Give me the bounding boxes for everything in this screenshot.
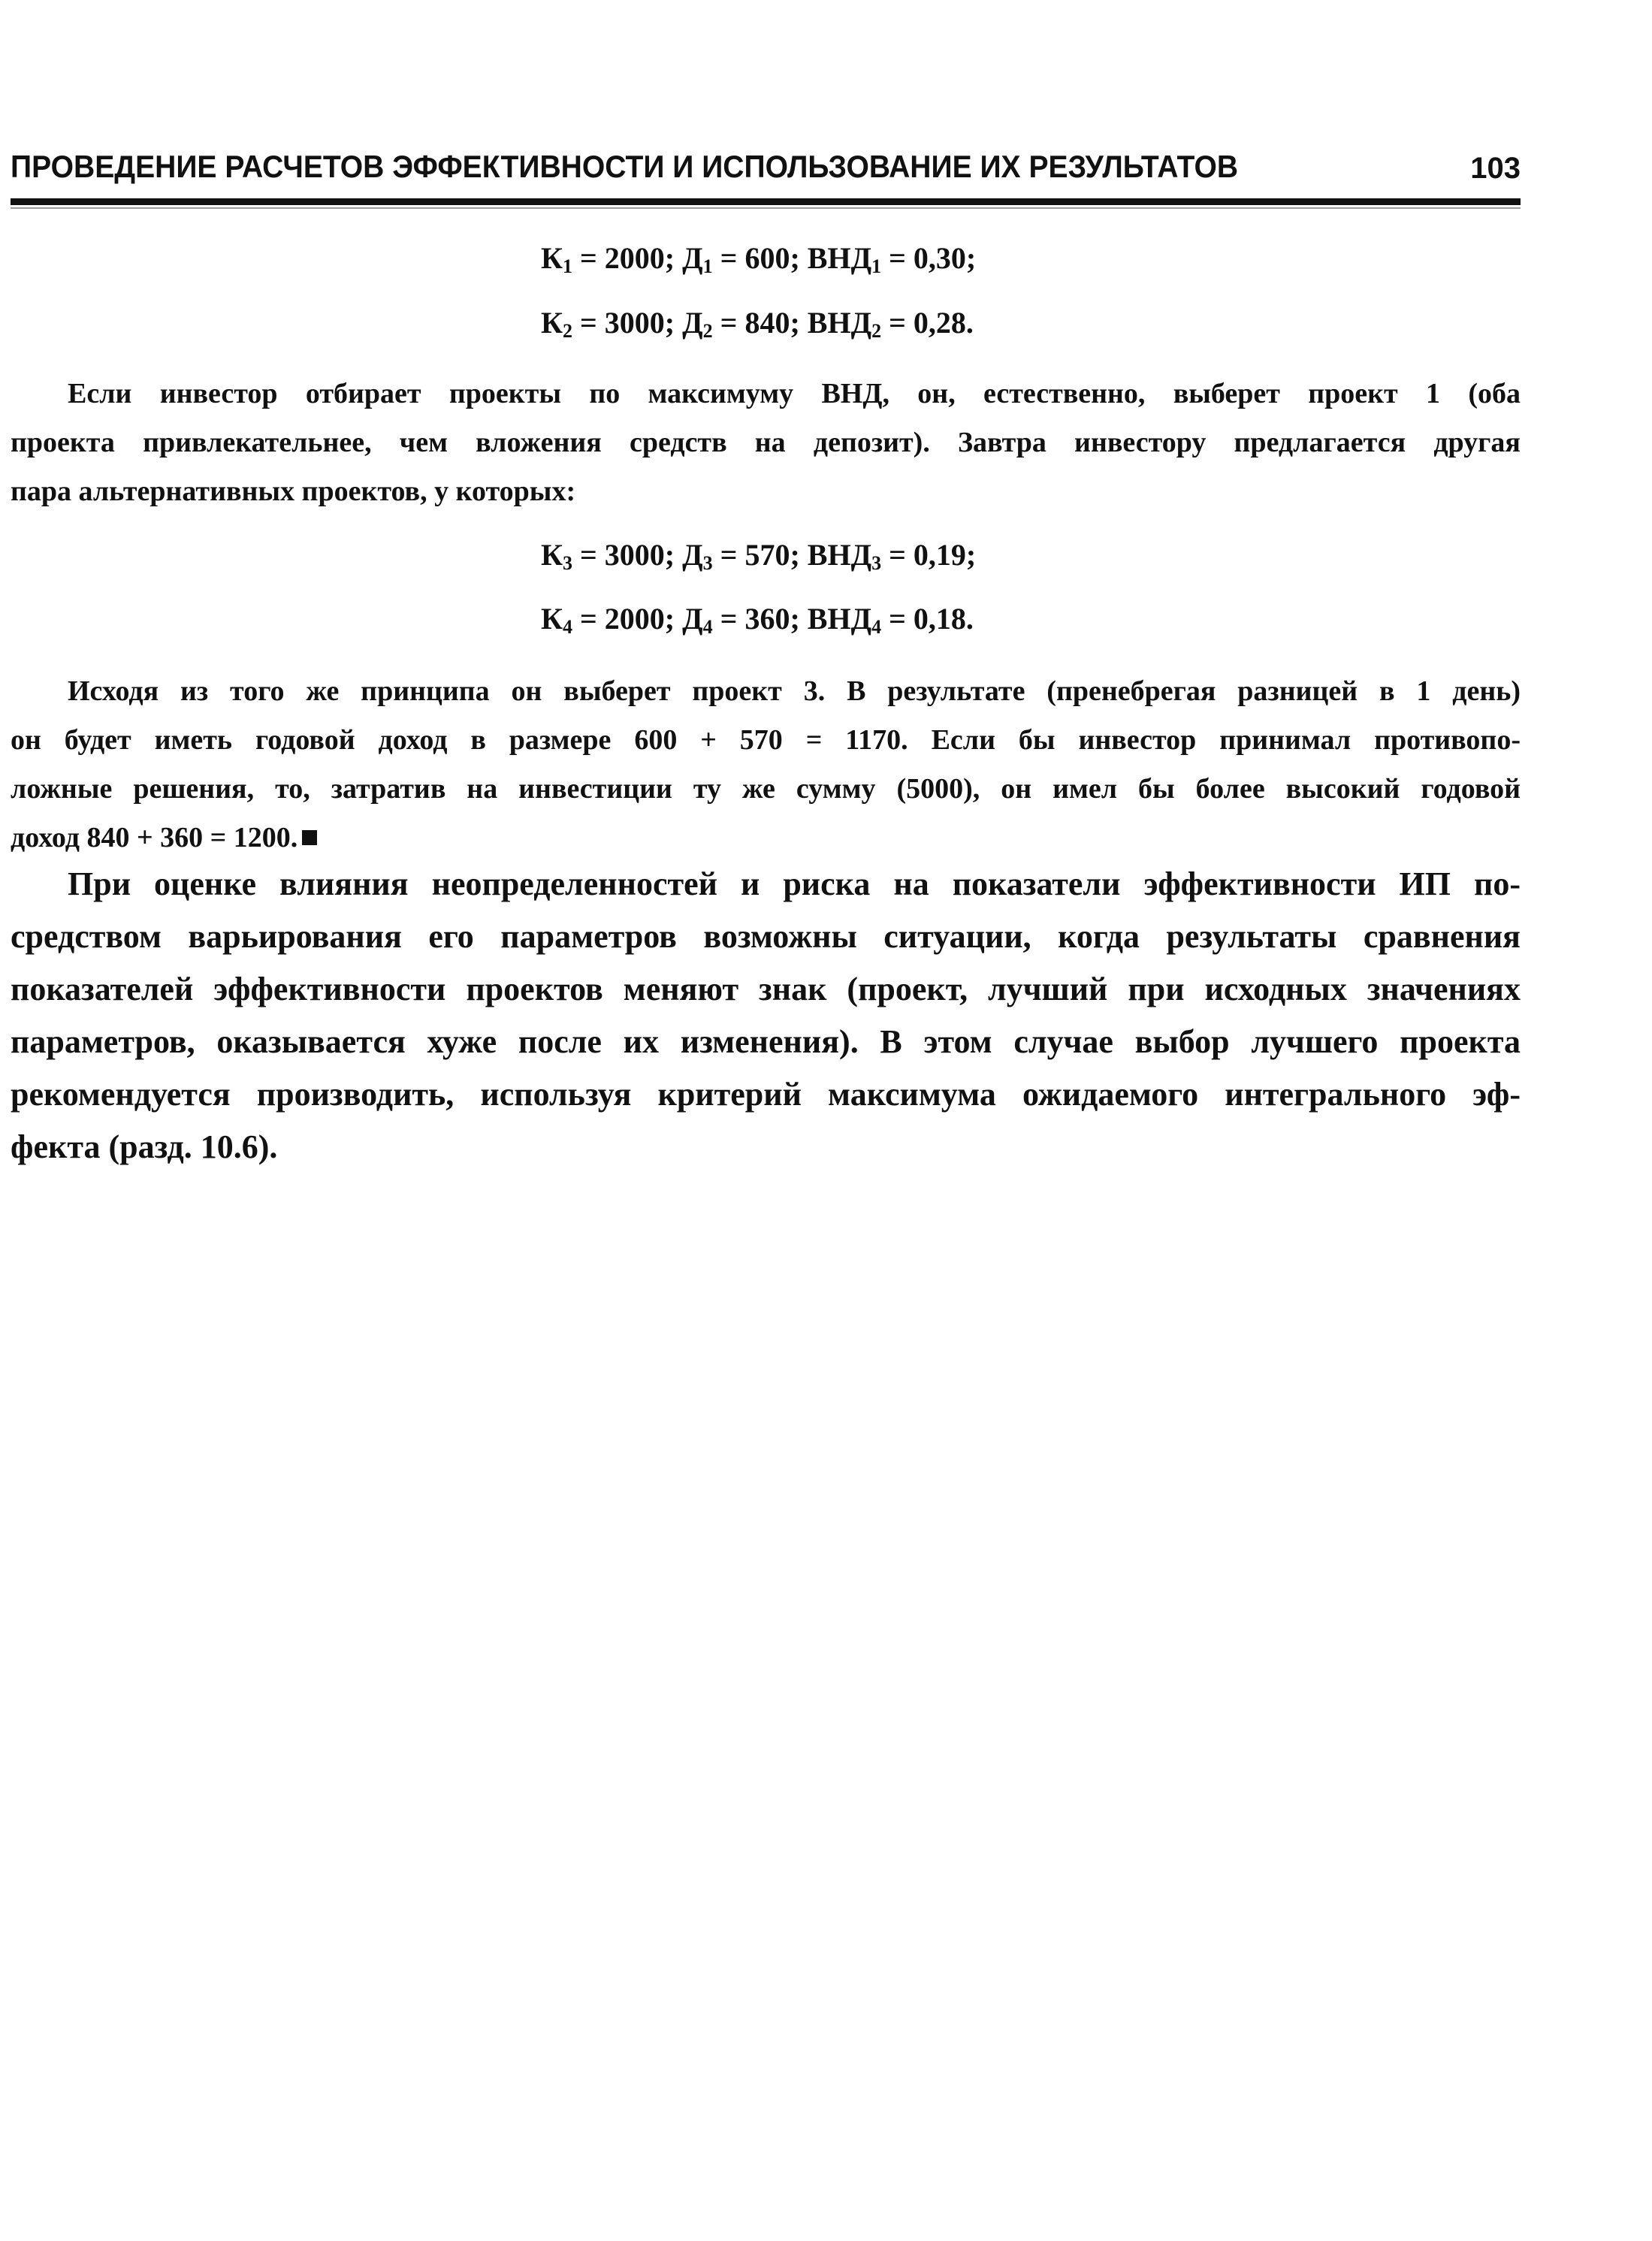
formula-project-3: $К_3 = 3000$; $Д_3 = 570$; $ВНД_3 = 0,19$; <box>541 538 977 574</box>
paragraph-3-line: При оценке влияния неопределенностей и риска на показатели эффективности ИП по- <box>68 865 1521 902</box>
page-number: 103 <box>1470 152 1521 185</box>
paragraph-2-line: ложные решения, то, затратив на инвестиции ту же сумму (5000), он имел бы более высокий годовой <box>11 773 1521 805</box>
paragraph-1 <box>11 370 1521 516</box>
paragraph-3 <box>11 858 1521 1173</box>
paragraph-2-line: доход 840 + 360 = 1200. <box>11 814 1521 862</box>
end-of-example-square-icon <box>302 830 317 845</box>
formula-project-2: $К_2 = 3000$; $Д_2 = 840$; $ВНД_2 = 0,28$. <box>541 306 974 342</box>
paragraph-1-line: пара альтернативных проектов, у которых: <box>11 476 576 507</box>
paragraph-3-line: рекомендуется производить, используя критерий максимума ожидаемого интегрального эф- <box>11 1076 1521 1113</box>
paragraph-1-line: Если инвестор отбирает проекты по максимуму ВНД, он, естественно, выберет проект 1 (оба <box>68 378 1521 409</box>
running-title: ПРОВЕДЕНИЕ РАСЧЕТОВ ЭФФЕКТИВНОСТИ И ИСПОЛЬЗОВАНИЕ ИХ РЕЗУЛЬТАТОВ <box>11 149 1239 184</box>
paragraph-1-line: проекта привлекательнее, чем вложения средств на депозит). Завтра инвестору предлагается другая <box>11 427 1521 458</box>
paragraph-3-line: фекта (разд. 10.6). <box>11 1128 278 1165</box>
paragraph-2-line: он будет иметь годовой доход в размере 600 + 570 = 1170. Если бы инвестор принимал противопо- <box>11 724 1521 756</box>
paragraph-2-line: Исходя из того же принципа он выберет проект 3. В результате (пренебрегая разницей в 1 день) <box>68 675 1521 707</box>
header-rule <box>11 198 1521 205</box>
header-rule-thin <box>11 207 1521 209</box>
paragraph-3-line: параметров, оказывается хуже после их изменения). В этом случае выбор лучшего проекта <box>11 1023 1521 1060</box>
running-head <box>11 143 1521 203</box>
paragraph-2 <box>11 667 1521 862</box>
paragraph-3-line: показателей эффективности проектов меняют знак (проект, лучший при исходных значениях <box>11 971 1521 1007</box>
formula-project-1: $К_1 = 2000$; $Д_1 = 600$; $ВНД_1 = 0,30$; <box>541 241 977 277</box>
paragraph-3-line: средством варьирования его параметров возможны ситуации, когда результаты сравнения <box>11 918 1521 955</box>
formula-project-4: $К_4 = 2000$; $Д_4 = 360$; $ВНД_4 = 0,18$. <box>541 602 974 638</box>
